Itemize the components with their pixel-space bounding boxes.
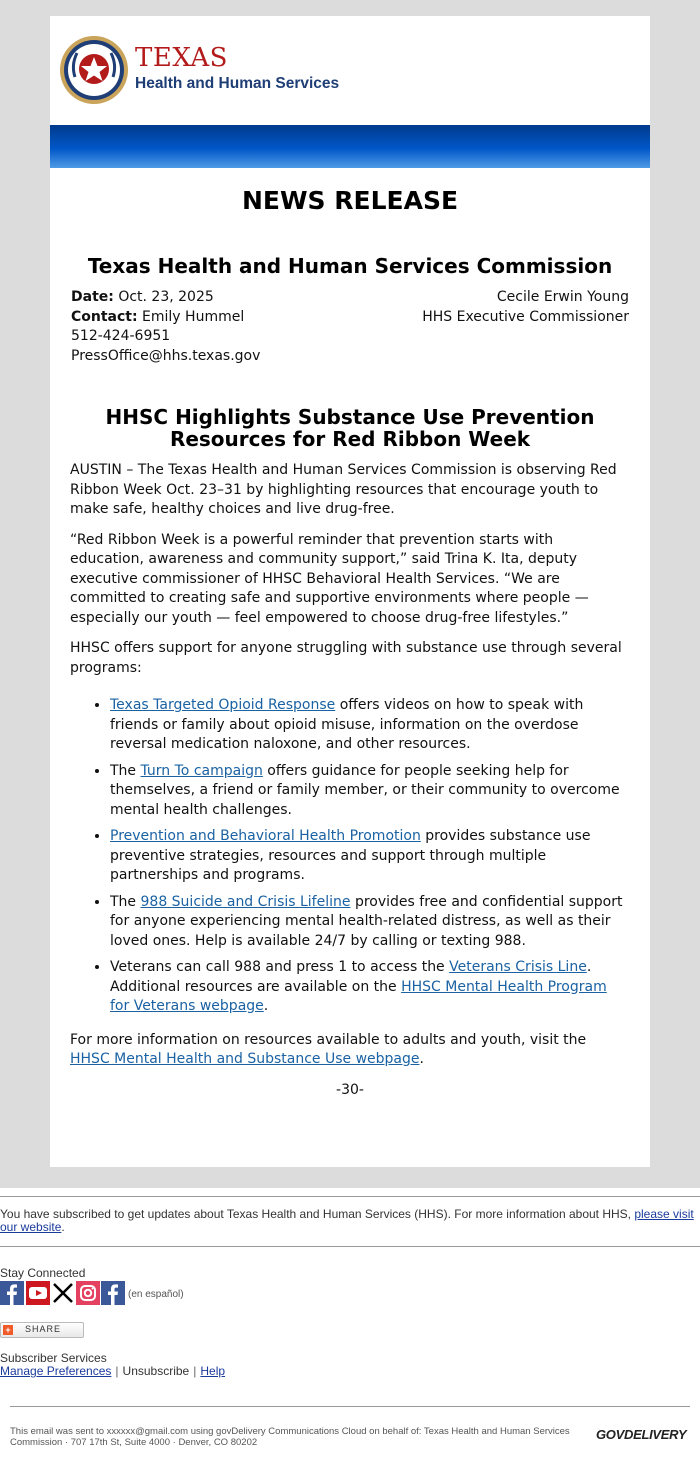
visit-website-link[interactable]: please visit our website [0, 1207, 694, 1234]
divider [0, 1196, 700, 1197]
paragraph-3: HHSC offers support for anyone struggling with substance use through several programs: [70, 640, 622, 676]
manage-preferences-link[interactable]: Manage Preferences [0, 1364, 112, 1378]
contact-block [71, 288, 260, 366]
paragraph-2: “Red Ribbon Week is a powerful reminder that prevention starts with education, awareness and community support,” said Trina K. Ita, deputy executive commissioner of HHSC Behavioral Health Services. “We are committed to creating safe and supportive environments where people — especially our youth — feel empowered to choose drug-free lifestyles.” [70, 531, 589, 626]
help-link[interactable]: Help [200, 1364, 226, 1378]
brand-texas: TEXAS [135, 43, 228, 73]
contact-line [71, 308, 260, 328]
contact-label: Contact: [71, 308, 138, 325]
list-item: • The Turn To campaign offers guidance for people seeking help for themselves, a friend or family member, or their community to overcome mental health challenges. [110, 762, 630, 821]
news-release-title: NEWS RELEASE [241, 186, 459, 215]
date-line [71, 288, 260, 308]
article-body [70, 461, 630, 1100]
email-card [50, 16, 650, 1167]
fine-print: This email was sent to xxxxxx@gmail.com using govDelivery Communications Cloud on behalf of: Texas Health and Human Services Commission · 707 17th St, Suite 4000 · Denver, CO 80202 [10, 1426, 570, 1448]
commissioner-title: HHS Executive Commissioner [422, 308, 629, 325]
brand-hhs: Health and Human Services [135, 75, 340, 92]
divider [0, 1246, 700, 1247]
link-turn-to-campaign[interactable]: Turn To campaign [140, 762, 263, 779]
link-prevention-promotion[interactable]: Prevention and Behavioral Health Promotion [110, 828, 421, 844]
article-headline: HHSC Highlights Substance Use Prevention Resources for Red Ribbon Week [105, 405, 595, 451]
list-item: • Texas Targeted Opioid Response offers videos on how to speak with friends or family about opioid misuse, information on the overdose reversal medication naloxone, and other resources. [110, 696, 630, 755]
phone: 512-424-6951 [71, 328, 171, 344]
govdelivery-logo[interactable]: GOVDELIVERY [596, 1427, 687, 1442]
share-button[interactable] [0, 1322, 84, 1338]
share-plus-icon: + [3, 1325, 13, 1335]
link-opioid-response[interactable]: Texas Targeted Opioid Response [110, 697, 336, 713]
subscriber-links: Manage Preferences | Unsubscribe | Help [0, 1364, 226, 1378]
x-icon[interactable] [51, 1281, 75, 1305]
date-label: Date: [71, 289, 114, 305]
paragraph-1: AUSTIN – The Texas Health and Human Services Commission is observing Red Ribbon Week Oct. 23–31 by highlighting resources that encourage youth to make safe, healthy choices and live drug-free. [70, 462, 617, 517]
link-veterans-webpage[interactable]: HHSC Mental Health Program for Veterans webpage [110, 978, 607, 1014]
end-mark: -30- [336, 1081, 364, 1098]
email: PressOffice@hhs.texas.gov [71, 347, 261, 364]
contact-value: Emily Hummel [142, 308, 245, 325]
facebook-espanol-icon[interactable] [101, 1281, 125, 1305]
stay-connected-label: Stay Connected [0, 1266, 86, 1280]
subscription-notice: You have subscribed to get updates about Texas Health and Human Services (HHS). For more information about HHS, please visit our website. [0, 1207, 694, 1234]
list-item: • Prevention and Behavioral Health Promotion provides substance use preventive strategies, resources and support through multiple partnerships and programs. [110, 827, 630, 886]
list-item: • The 988 Suicide and Crisis Lifeline provides free and confidential support for anyone experiencing mental health-related distress, as well as their loved ones. Help is available 24/7 by calling or texting 988. [110, 893, 630, 952]
list-item: • Veterans can call 988 and press 1 to access the Veterans Crisis Line. Additional resources are available on the HHSC Mental Health Program for Veterans webpage. [110, 958, 630, 1017]
facebook-icon[interactable] [0, 1281, 24, 1305]
program-list [70, 696, 630, 1017]
share-label: SHARE [25, 1324, 62, 1334]
espanol-label: (en español) [128, 1289, 184, 1300]
divider [10, 1406, 690, 1407]
subscriber-services [0, 1352, 225, 1378]
instagram-icon[interactable] [76, 1281, 100, 1305]
commissioner-block [422, 288, 629, 327]
youtube-icon[interactable] [26, 1281, 50, 1305]
subscriber-services-label: Subscriber Services [0, 1351, 107, 1365]
hhs-logo[interactable] [59, 35, 359, 107]
seal-icon [59, 35, 129, 105]
link-988-lifeline[interactable]: 988 Suicide and Crisis Lifeline [140, 893, 351, 910]
link-veterans-crisis-line[interactable]: Veterans Crisis Line [449, 959, 587, 975]
date-value: Oct. 23, 2025 [118, 289, 214, 305]
agency-name: Texas Health and Human Services Commission [87, 254, 613, 278]
header-banner [50, 125, 650, 168]
link-mh-substance-use[interactable]: HHSC Mental Health and Substance Use webpage [70, 1051, 420, 1067]
commissioner-name: Cecile Erwin Young [496, 289, 629, 305]
unsubscribe-link[interactable]: Unsubscribe [122, 1364, 190, 1378]
paragraph-4: For more information on resources available to adults and youth, visit the HHSC Mental Health and Substance Use webpage. [70, 1031, 587, 1067]
